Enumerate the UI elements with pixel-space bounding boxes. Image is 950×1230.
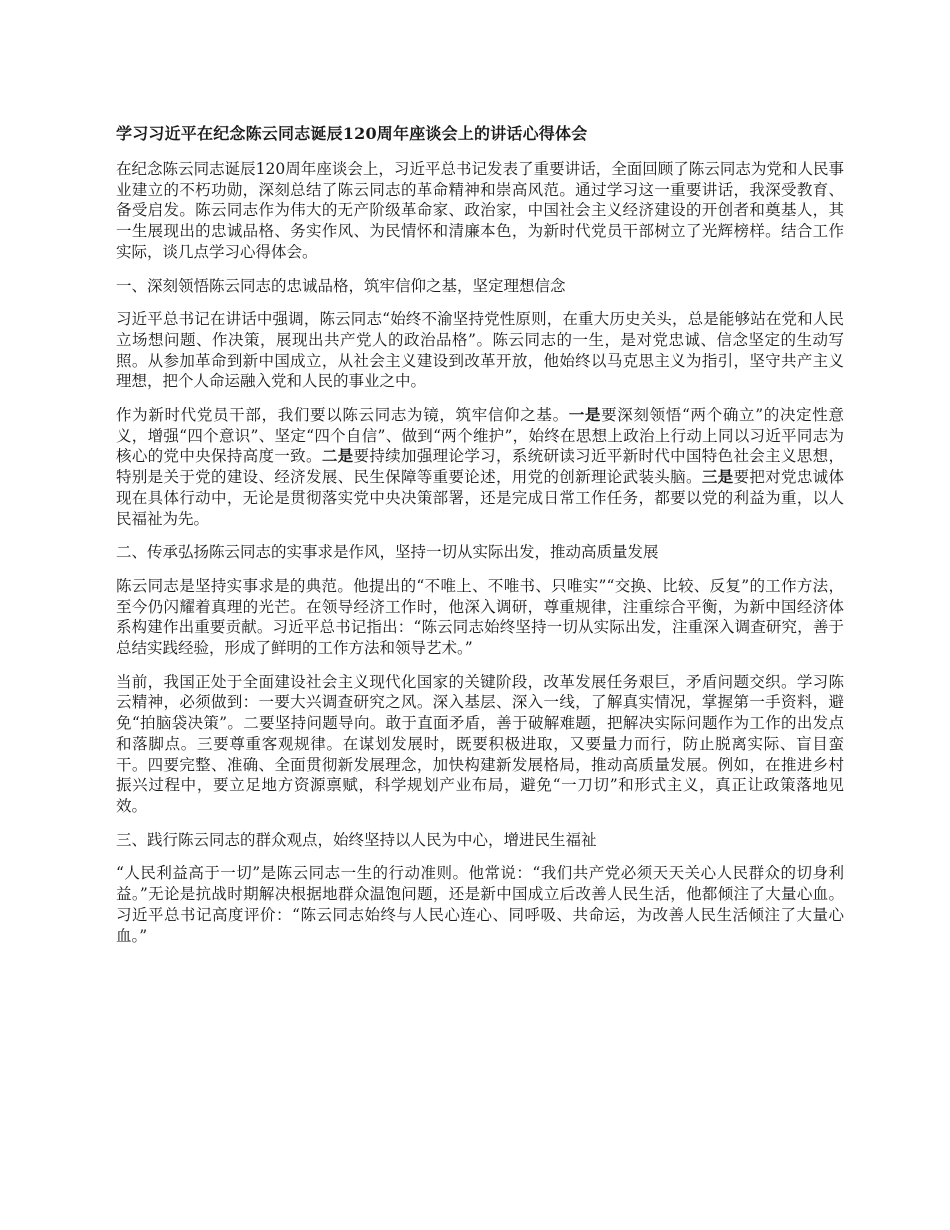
section1-p2-lead: 作为新时代党员干部，我们要以陈云同志为镜，筑牢信仰之基。 [116,406,569,425]
intro-paragraph: 在纪念陈云同志诞辰120周年座谈会上，习近平总书记发表了重要讲话，全面回顾了陈云同志为党和人民事业建立的不朽功勋，深刻总结了陈云同志的革命精神和崇高风范。通过学习这一重要讲话，我深受教育、备受启发。陈云同志作为伟大的无产阶级革命家、政治家，中国社会主义经济建设的开创者和奠基人，其一生展现出的忠诚品格、务实作风、为民情怀和清廉本色，为新时代党员干部树立了光辉榜样。结合工作实际，谈几点学习心得体会。 [116,160,844,261]
section3-heading: 三、践行陈云同志的群众观点，始终坚持以人民为中心，增进民生福祉 [116,830,597,849]
document-title: 学习习近平在纪念陈云同志诞辰120周年座谈会上的讲话心得体会 [116,124,588,143]
point-two-text: 要持续加强理论学习，系统研读习近平新时代中国特色社会主义思想，特别是关于党的建设、经济发展、民生保障等重要论述，用党的创新理论武装头脑。 [116,447,844,487]
point-one-text: 要深刻领悟“两个确立”的决定性意义，增强“四个意识”、坚定“四个自信”、做到“两个维护”，始终在思想上政治上行动上同以习近平同志为核心的党中央保持高度一致。 [116,406,844,466]
section1-heading: 一、深刻领悟陈云同志的忠诚品格，筑牢信仰之基，坚定理想信念 [116,276,566,295]
point-three-text: 要把对党忠诚体现在具体行动中，无论是贯彻落实党中央决策部署，还是完成日常工作任务，都要以党的利益为重，以人民福祉为先。 [116,468,844,528]
point-two-label: 二是 [321,446,354,466]
document-page [116,122,844,959]
section2-heading: 二、传承弘扬陈云同志的实事求是作风，坚持一切从实际出发，推动高质量发展 [116,543,659,562]
section2-paragraph-1: 陈云同志是坚持实事求是的典范。他提出的“不唯上、不唯书、只唯实”“交换、比较、反复”的工作方法，至今仍闪耀着真理的光芒。在领导经济工作时，他深入调研，尊重规律，注重综合平衡，为新中国经济体系构建作出重要贡献。习近平总书记指出：“陈云同志始终坚持一切从实际出发，注重深入调查研究，善于总结实践经验，形成了鲜明的工作方法和领导艺术。” [116,576,844,658]
section1-paragraph-1: 习近平总书记在讲话中强调，陈云同志“始终不渝坚持党性原则，在重大历史关头，总是能够站在党和人民立场想问题、作决策，展现出共产党人的政治品格”。陈云同志的一生，是对党忠诚、信念坚定的生动写照。从参加革命到新中国成立，从社会主义建设到改革开放，他始终以马克思主义为指引，坚守共产主义理想，把个人命运融入党和人民的事业之中。 [116,310,844,391]
point-three-label: 三是 [701,467,734,487]
section2-paragraph-2: 当前，我国正处于全面建设社会主义现代化国家的关键阶段，改革发展任务艰巨，矛盾问题交织。学习陈云精神，必须做到：一要大兴调查研究之风。深入基层、深入一线，了解真实情况，掌握第一手资料，避免“拍脑袋决策”。二要坚持问题导向。敢于直面矛盾，善于破解难题，把解决实际问题作为工作的出发点和落脚点。三要尊重客观规律。在谋划发展时，既要积极进取，又要量力而行，防止脱离实际、盲目蛮干。四要完整、准确、全面贯彻新发展理念，加快构建新发展格局，推动高质量发展。例如，在推进乡村振兴过程中，要立足地方资源禀赋，科学规划产业布局，避免“一刀切”和形式主义，真正让政策落地见效。 [116,672,844,815]
point-one-label: 一是 [568,405,602,425]
section1-paragraph-2 [116,405,844,529]
section3-paragraph-1: “人民利益高于一切”是陈云同志一生的行动准则。他常说：“我们共产党必须天天关心人民群众的切身利益。”无论是抗战时期解决根据地群众温饱问题，还是新中国成立后改善人民生活，他都倾注了大量心血。习近平总书记高度评价：“陈云同志始终与人民心连心、同呼吸、共命运，为改善人民生活倾注了大量心血。” [116,864,844,945]
